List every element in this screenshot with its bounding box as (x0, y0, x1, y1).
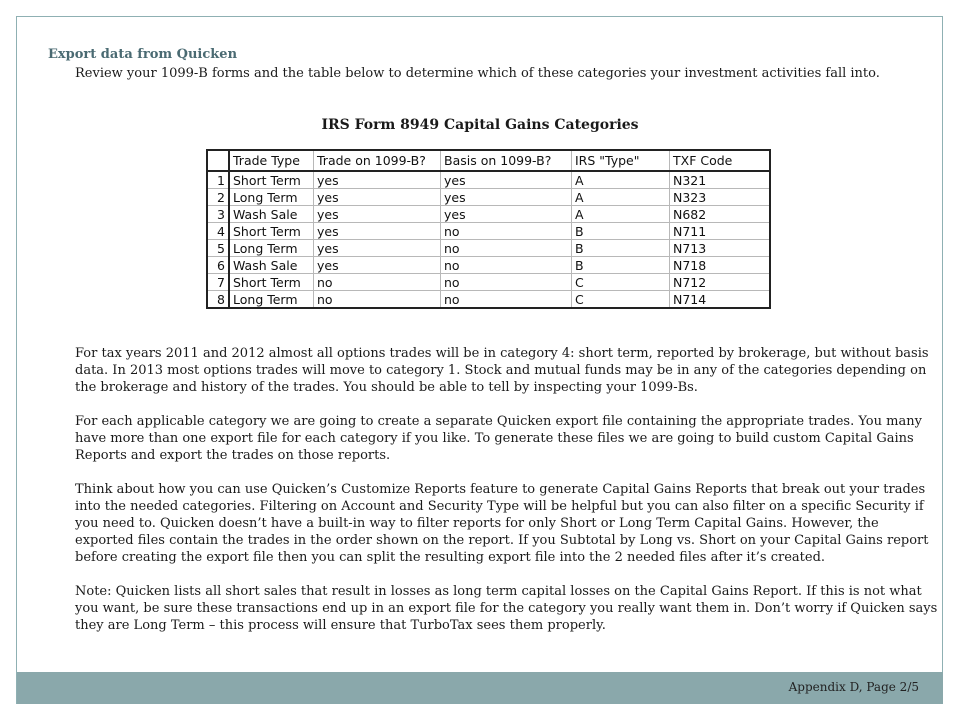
table-cell: Wash Sale (229, 257, 314, 274)
paragraph: For tax years 2011 and 2012 almost all options trades will be in category 4: short term, reported by brokerage, but without basis data. In 2013 most options trades will move to category 1. Stock and mutual funds may be in any of the categories depending on the brokerage and history of the trades. You should be able to tell by inspecting your 1099-Bs. (75, 346, 929, 395)
table-cell: N713 (670, 240, 771, 257)
paragraph: Note: Quicken lists all short sales that result in losses as long term capital losses on the Capital Gains Report. If this is not what you want, be sure these transactions end up in an export file for the category you really want them in. Don’t worry if Quicken says they are Long Term – this process will ensure that TurboTax sees them properly. (75, 584, 938, 633)
row-number-cell: 7 (207, 274, 229, 291)
table-cell: Short Term (229, 171, 314, 189)
row-number-cell: 2 (207, 189, 229, 206)
table-row (207, 257, 770, 274)
table-cell: no (441, 274, 572, 291)
table-header-row (207, 150, 770, 171)
table-row (207, 171, 770, 189)
table-cell: yes (441, 189, 572, 206)
table-cell: Long Term (229, 240, 314, 257)
table-row (207, 206, 770, 223)
table-cell: no (441, 240, 572, 257)
table-cell: A (572, 206, 670, 223)
row-number-cell: 8 (207, 291, 229, 309)
table-cell: A (572, 171, 670, 189)
table-cell: yes (314, 240, 441, 257)
row-number-cell: 6 (207, 257, 229, 274)
table-cell: Long Term (229, 291, 314, 309)
table-cell: B (572, 223, 670, 240)
table-cell: yes (314, 189, 441, 206)
section-heading: Export data from Quicken (48, 47, 238, 62)
table-cell: Wash Sale (229, 206, 314, 223)
table-row (207, 223, 770, 240)
table-cell: N711 (670, 223, 771, 240)
table-cell: B (572, 257, 670, 274)
table-cell: yes (314, 171, 441, 189)
header-cell: IRS "Type" (572, 150, 670, 171)
table-cell: no (314, 291, 441, 309)
table-cell: N682 (670, 206, 771, 223)
table-cell: C (572, 274, 670, 291)
row-number-cell: 3 (207, 206, 229, 223)
header-cell: Trade Type (229, 150, 314, 171)
table-cell: no (441, 257, 572, 274)
table-title: IRS Form 8949 Capital Gains Categories (321, 117, 639, 133)
table-cell: Long Term (229, 189, 314, 206)
table-cell: N714 (670, 291, 771, 309)
table-row (207, 240, 770, 257)
table-cell: N718 (670, 257, 771, 274)
table-row (207, 189, 770, 206)
table-cell: yes (441, 171, 572, 189)
table-cell: yes (314, 257, 441, 274)
table-cell: N712 (670, 274, 771, 291)
table-cell: yes (314, 223, 441, 240)
row-number-cell: 5 (207, 240, 229, 257)
header-cell: Basis on 1099-B? (441, 150, 572, 171)
header-cell: TXF Code (670, 150, 771, 171)
table-cell: no (441, 291, 572, 309)
row-number-cell: 1 (207, 171, 229, 189)
intro-text: Review your 1099-B forms and the table below to determine which of these categories your investment activities fall into. (75, 66, 880, 81)
footer-bar (17, 672, 943, 704)
row-number-cell: 4 (207, 223, 229, 240)
header-cell: Trade on 1099-B? (314, 150, 441, 171)
table-cell: B (572, 240, 670, 257)
capital-gains-table (206, 149, 771, 309)
table-body (207, 171, 770, 308)
table-cell: no (314, 274, 441, 291)
table-cell: no (441, 223, 572, 240)
table-cell: N321 (670, 171, 771, 189)
table-row (207, 274, 770, 291)
table-cell: C (572, 291, 670, 309)
table-row (207, 291, 770, 309)
paragraph: For each applicable category we are going to create a separate Quicken export file containing the appropriate trades. You many have more than one export file for each category if you like. To generate these files we are going to build custom Capital Gains Reports and export the trades on those reports. (75, 414, 922, 463)
table-cell: N323 (670, 189, 771, 206)
table-cell: yes (314, 206, 441, 223)
table-cell: A (572, 189, 670, 206)
header-cell (207, 150, 229, 171)
table-cell: Short Term (229, 274, 314, 291)
page-number: Appendix D, Page 2/5 (788, 680, 919, 694)
table-cell: Short Term (229, 223, 314, 240)
body-text (75, 345, 941, 651)
paragraph: Think about how you can use Quicken’s Customize Reports feature to generate Capital Gains Reports that break out your trades into the needed categories. Filtering on Account and Security Type will be helpful but you can also filter on a specific Security if you need to. Quicken doesn’t have a built-in way to filter reports for only Short or Long Term Capital Gains. However, the exported files contain the trades in the order shown on the report. If you Subtotal by Long vs. Short on your Capital Gains report before creating the export file then you can split the resulting export file into the 2 needed files after it’s created. (75, 482, 929, 565)
table-cell: yes (441, 206, 572, 223)
